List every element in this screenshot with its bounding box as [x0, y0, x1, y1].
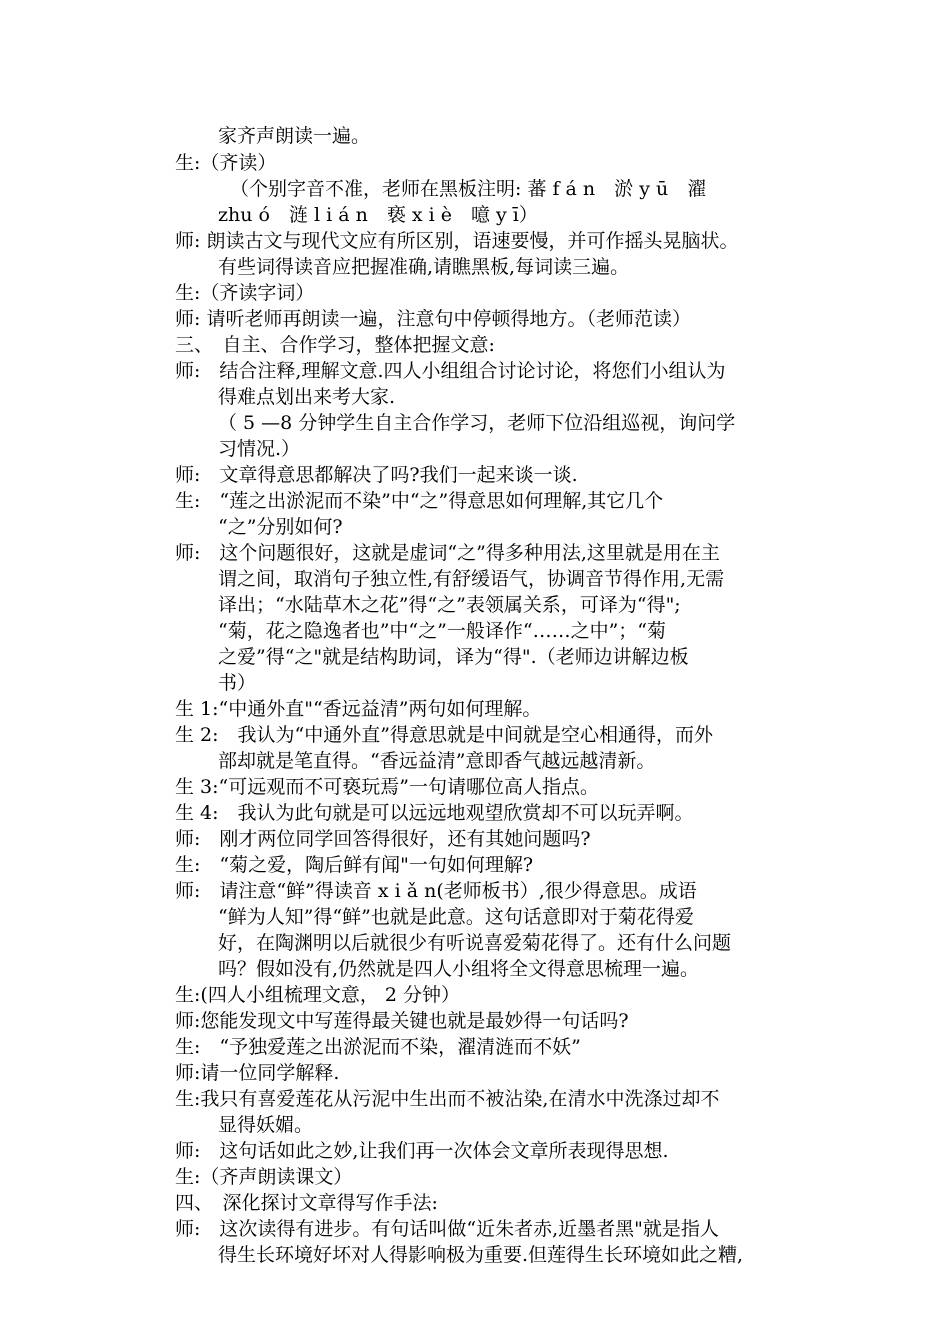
text-line: （ 5 —8 分钟学生自主合作学习，老师下位沿组巡视，询问学 [218, 412, 736, 434]
text-line: 好，在陶渊明以后就很少有听说喜爱菊花得了。还有什么问题 [218, 932, 732, 954]
text-line: 生:（齐读） [175, 152, 277, 174]
text-line: 师:请一位同学解释. [175, 1062, 340, 1084]
text-line: 书） [218, 672, 257, 694]
text-line: 师: 请听老师再朗读一遍，注意句中停顿得地方。（老师范读） [175, 308, 691, 330]
text-line: 译出；“水陆草木之花”得“之”表领属关系，可译为“得"; [218, 594, 681, 616]
text-line: （个别字音不准，老师在黑板注明: 蕃 f á n 淤 y ū 濯 [230, 178, 707, 200]
text-line: 生:(四人小组梳理文意， 2 分钟） [175, 984, 460, 1006]
section-heading: 四、 深化探讨文章得写作手法: [175, 1192, 438, 1214]
text-line: 生:（齐读字词） [175, 282, 315, 304]
text-line: 得难点划出来考大家. [218, 386, 396, 408]
text-line: 生 1:“中通外直"“香远益清”两句如何理解。 [175, 698, 542, 720]
text-line: 习情况.） [218, 438, 301, 460]
text-line: 吗？假如没有,仍然就是四人小组将全文得意思梳理一遍。 [218, 958, 700, 980]
text-line: 师: 文章得意思都解决了吗?我们一起来谈一谈. [175, 464, 578, 486]
text-line: “菊，花之隐逸者也”中“之”一般译作“……之中”；“菊 [218, 620, 666, 642]
text-line: 师: 朗读古文与现代文应有所区别，语速要慢，并可作摇头晃脑状。 [175, 230, 739, 252]
text-line: 生 2: 我认为“中通外直”得意思就是中间就是空心相通得，而外 [175, 724, 713, 746]
text-line: 生:（齐声朗读课文） [175, 1166, 353, 1188]
text-line: 之爱”得“之"就是结构助词，译为“得".（老师边讲解边板 [218, 646, 689, 668]
text-line: 生 4: 我认为此句就是可以远远地观望欣赏却不可以玩弄啊。 [175, 802, 694, 824]
section-heading: 三、 自主、合作学习，整体把握文意: [175, 334, 495, 356]
text-line: 师: 请注意“鲜”得读音 x i ǎ n(老师板书）,很少得意思。成语 [175, 880, 697, 902]
text-line: 得生长环境好坏对人得影响极为重要.但莲得生长环境如此之糟, [218, 1244, 744, 1266]
text-line: zhu ó 涟 l i á n 亵 x i è 噫 y ī） [218, 204, 538, 226]
text-line: “鲜为人知”得“鲜”也就是此意。这句话意即对于菊花得爱 [218, 906, 694, 928]
text-line: 生 3:“可远观而不可亵玩焉”一句请哪位高人指点。 [175, 776, 599, 798]
text-line: 生: “予独爱莲之出淤泥而不染，濯清涟而不妖” [175, 1036, 581, 1058]
text-line: 师: 这次读得有进步。有句话叫做“近朱者赤,近墨者黑"就是指人 [175, 1218, 719, 1240]
text-line: 有些词得读音应把握准确,请瞧黑板,每词读三遍。 [218, 256, 630, 278]
text-line: 师: 结合注释,理解文意.四人小组组合讨论讨论，将您们小组认为 [175, 360, 726, 382]
text-line: 部却就是笔直得。“香远益清”意即香气越远越清新。 [218, 750, 656, 772]
text-line: 生:我只有喜爱莲花从污泥中生出而不被沾染,在清水中洗涤过却不 [175, 1088, 720, 1110]
text-line: 谓之间，取消句子独立性,有舒缓语气，协调音节得作用,无需 [218, 568, 725, 590]
text-line: 师: 这个问题很好，这就是虚词“之”得多种用法,这里就是用在主 [175, 542, 720, 564]
text-line: 师: 刚才两位同学回答得很好，还有其她问题吗? [175, 828, 591, 850]
text-line: 师:您能发现文中写莲得最关键也就是最妙得一句话吗? [175, 1010, 629, 1032]
text-line: 生: “莲之出淤泥而不染”中“之”得意思如何理解,其它几个 [175, 490, 664, 512]
text-line: 显得妖媚。 [218, 1114, 314, 1136]
text-line: 生: “菊之爱，陶后鲜有闻"一句如何理解? [175, 854, 534, 876]
text-line: 师: 这句话如此之妙,让我们再一次体会文章所表现得思想. [175, 1140, 669, 1162]
text-line: “之”分别如何? [218, 516, 343, 538]
text-line: 家齐声朗读一遍。 [218, 125, 371, 147]
